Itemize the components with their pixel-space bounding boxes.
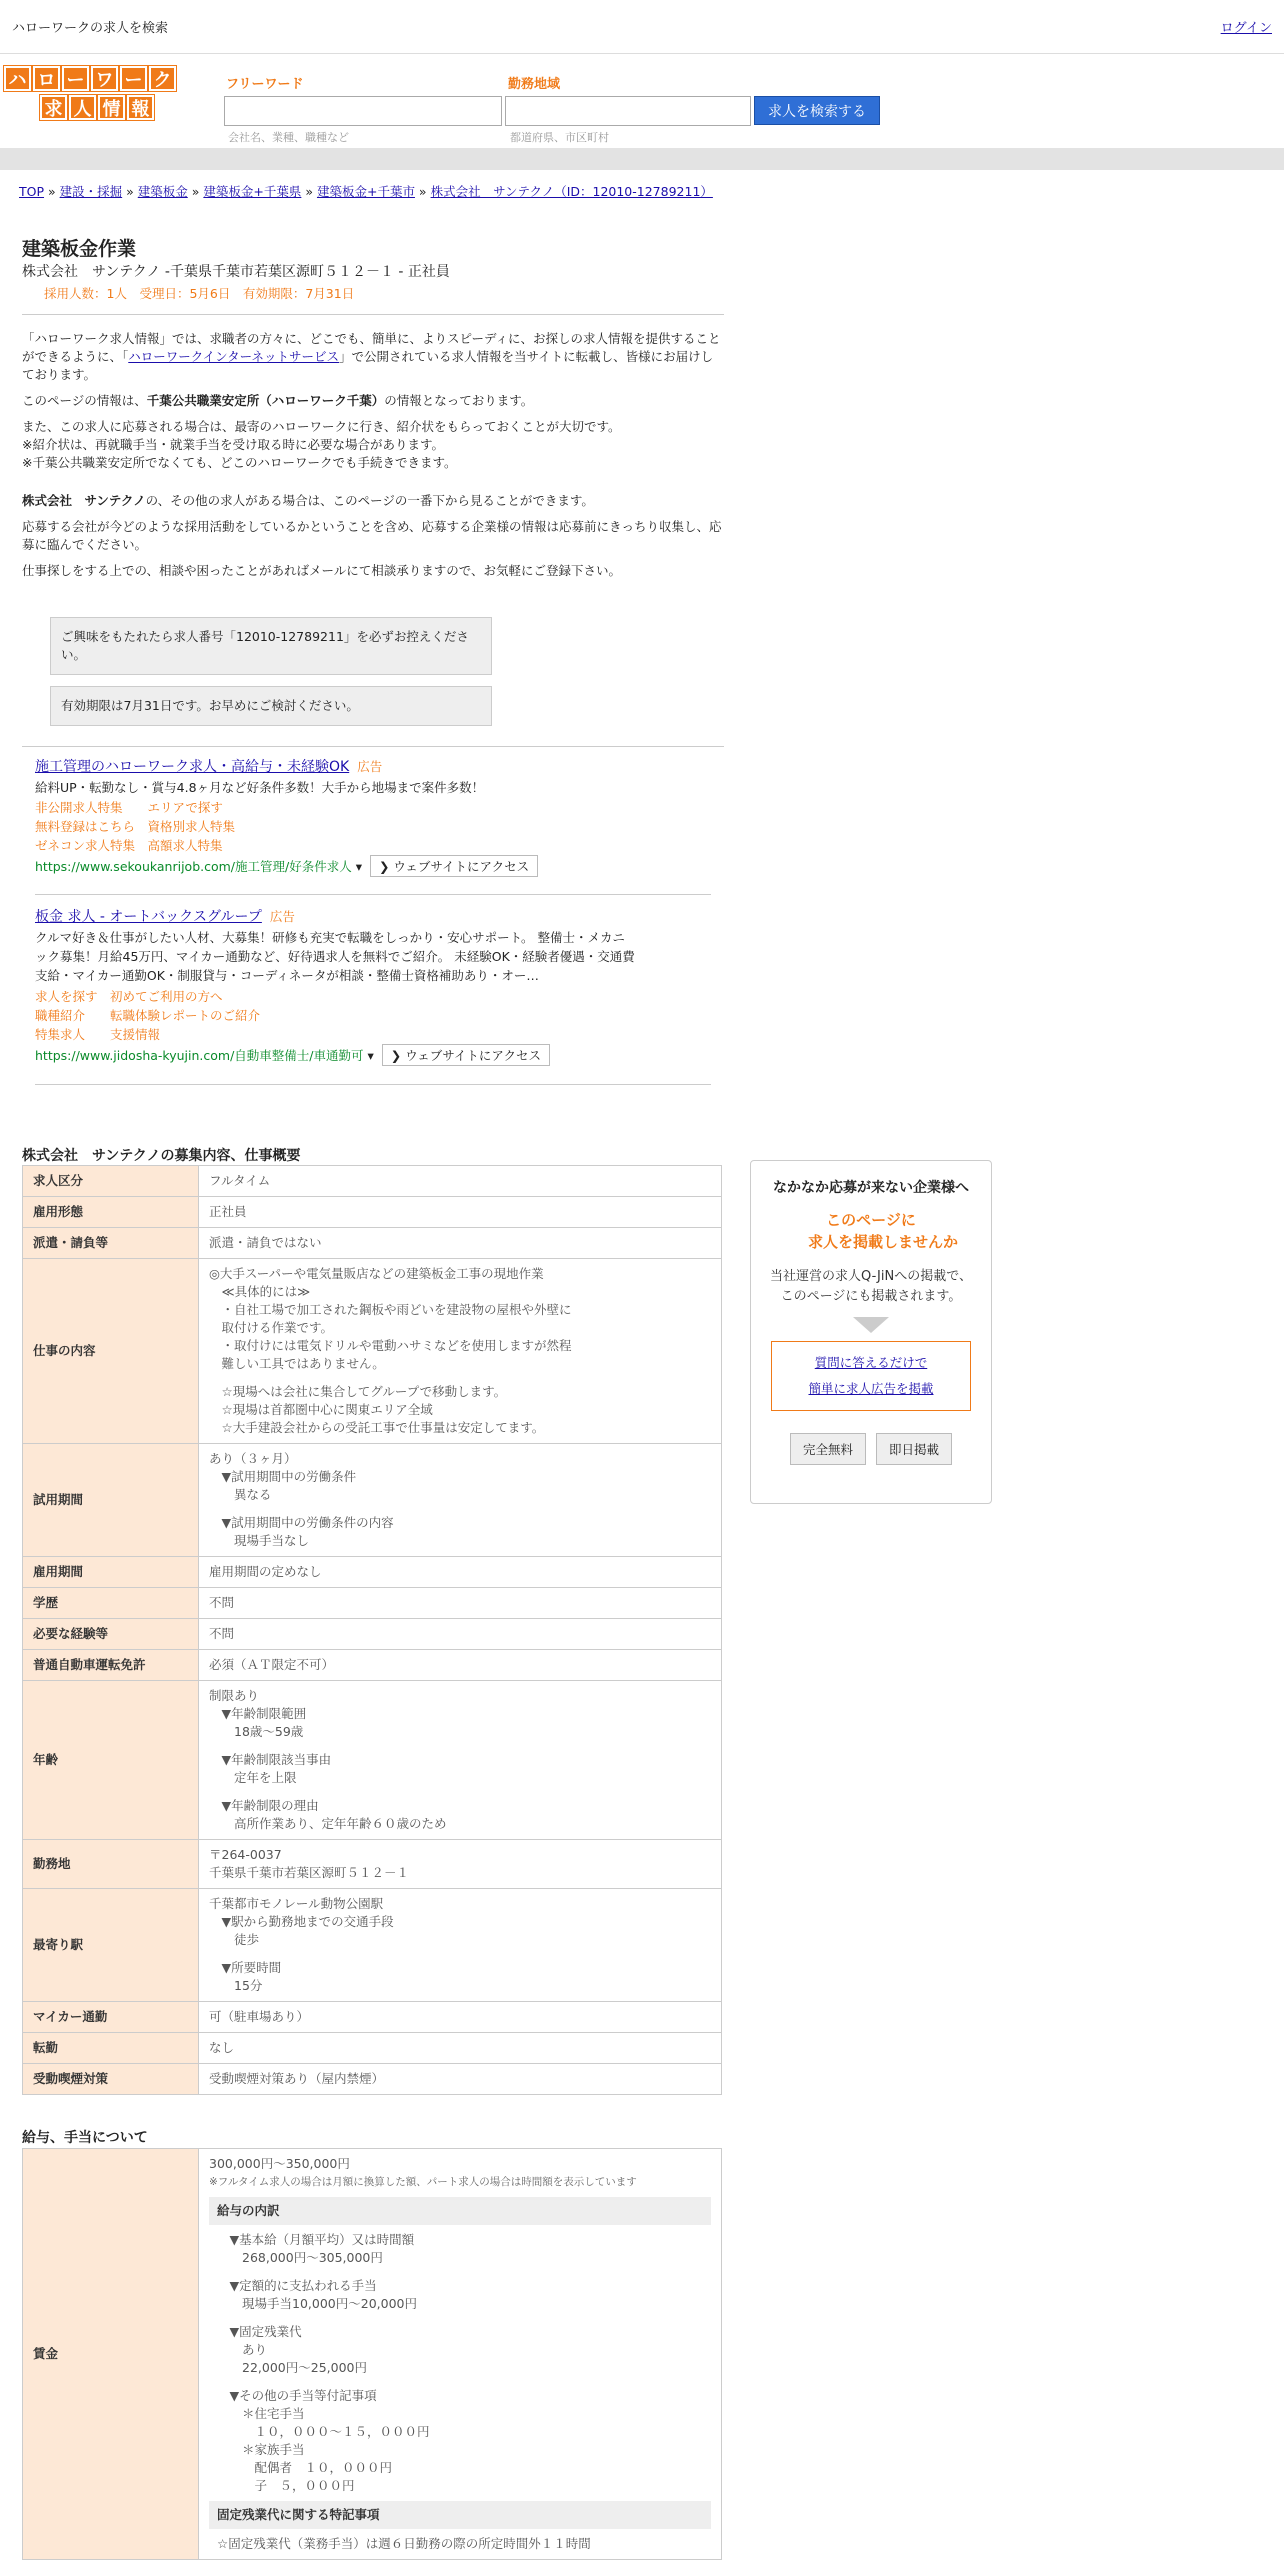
table-row	[23, 2033, 722, 2064]
wage-range: 300,000円〜350,000円	[209, 2156, 350, 2171]
overtime-heading: 固定残業代に関する特記事項	[209, 2501, 711, 2529]
logo-char: ー	[120, 66, 147, 91]
job-subtitle: 株式会社 サンテクノ -千葉県千葉市若葉区源町５１２－１ - 正社員	[22, 264, 450, 280]
ad-title[interactable]: 板金 求人 - オートバックスグループ	[35, 909, 262, 925]
area-label: 勤務地域	[508, 77, 561, 92]
row-key: 勤務地	[23, 1840, 199, 1889]
ad-title[interactable]: 施工管理のハローワーク求人・高給与・未経験OK	[35, 759, 350, 775]
top-bar	[0, 0, 1284, 54]
breadcrumb-construction[interactable]: 建設・採掘	[59, 184, 123, 199]
row-key: 普通自動車運転免許	[23, 1650, 199, 1681]
intro-text: 「ハローワーク求人情報」では、求職者の方々に、どこでも、簡単に、よりスピーディに、お探しの求人情報を提供することができるように、「ハローワークインターネットサービス」で公開されている求人情報を当サイトに転載し、皆様にお届けしております。 このページの情報は、千葉公共職業安定所（ハローワーク千葉）の情報となっております。 また、この求人に応募される場合は、最寄のハローワークに行き、紹介状をもらっておくことが大切です。 ※紹介状は、再就職手当・就業手当を受け取る時に必要な場合があります。 ※千葉公共職業安定所でなくても、どこのハローワークでも手続きできます。 株式会社 サンテクノの、その他の求人がある場合は、このページの一番下から見ることができます。 応募する会社が今どのような採用活動をしているかということを含め、応募する企業様の情報は応募前にきっちり収集し、応募に臨んでください。 仕事探しをする上での、相談や困ったことがあればメールにて相談承りますので、お気軽にご登録下さい。	[22, 331, 722, 578]
ad-url[interactable]: https://www.sekoukanrijob.com/施工管理/好条件求人	[35, 859, 352, 874]
table-row	[23, 1197, 722, 1228]
row-key: 試用期間	[23, 1444, 199, 1557]
row-value: 不問	[199, 1619, 722, 1650]
ad-unit: 板金 求人 - オートバックスグループ 広告 クルマ好き＆仕事がしたい人材、大募集！研修も充実で転職をしっかり・安心サポート。 整備士・メカニック募集！月給45万円、マイカー通勤など、好待遇求人を無料でご紹介。 未経験OK・経験者優遇・交通費支給・マイカー通勤OK・制服貸与・コーディネータが相談・整備士資格補助あり・オー… 求人を探す 初めてご利用の方へ 職種紹介 転職体験レポートのご紹介 特集求人 支援情報 https://www.jidosha-kyujin.com/自動車整備士/車通勤可 ▾ ❯ ウェブサイトにアクセス	[35, 906, 635, 1066]
breadcrumb-chiba[interactable]: 建築板金+千葉県	[203, 184, 302, 199]
ad-url[interactable]: https://www.jidosha-kyujin.com/自動車整備士/車通勤可	[35, 1048, 364, 1063]
row-value: 不問	[199, 1588, 722, 1619]
area-hint: 都道府県、市区町村	[510, 131, 609, 144]
table-row	[23, 1619, 722, 1650]
row-value: あり（３ヶ月） ▼試用期間中の労働条件 異なる ▼試用期間中の労働条件の内容 現場手当なし	[199, 1444, 722, 1557]
table-row	[23, 1840, 722, 1889]
row-value: 派遣・請負ではない	[199, 1228, 722, 1259]
table-row	[23, 2002, 722, 2033]
row-value: 雇用期間の定めなし	[199, 1557, 722, 1588]
wage-table: 賃金 300,000円〜350,000円 ※フルタイム求人の場合は月額に換算した額、パート求人の場合は時間額を表示しています 給与の内訳 ▼基本給（月額平均）又は時間額 268,000円〜305,000円 ▼定額的に支払われる手当 現場手当10,000円〜20,000円 ▼固定残業代 あり 22,000円〜25,000円 ▼その他の手当等付記事項 ＊住宅手当 １０，０００〜１５，０００円 ＊家族手当 配偶者 １０，０００円 子 ５，０００円 固定残業代に関する特記事項 ☆固定残業代（業務手当）は週６日勤務の際の所定時間外１１時間	[22, 2148, 722, 2560]
job-title: 建築板金作業	[22, 238, 137, 260]
row-value: なし	[199, 2033, 722, 2064]
row-key: 最寄り駅	[23, 1889, 199, 2002]
row-value: 正社員	[199, 1197, 722, 1228]
row-value: 必須（ＡＴ限定不可）	[199, 1650, 722, 1681]
keyword-label: フリーワード	[226, 77, 304, 92]
row-key: 受動喫煙対策	[23, 2064, 199, 2095]
ad-unit: 施工管理のハローワーク求人・高給与・未経験OK 広告 給料UP・転勤なし・賞与4.8ヶ月など好条件多数！大手から地場まで案件多数！ 非公開求人特集 エリアで探す 無料登録はこちら 資格別求人特集 ゼネコン求人特集 高額求人特集 https://www.sekoukanrijob.com/施工管理/好条件求人 ▾ ❯ ウェブサイトにアクセス	[35, 756, 715, 877]
advertise-panel: なかなか応募が来ない企業様へ このページに 求人を掲載しませんか 当社運営の求人Q-JiNへの掲載で、 このページにも掲載されます。 質問に答えるだけで 簡単に求人広告を掲載 完全無料 即日掲載	[750, 1160, 992, 1504]
wage-breakdown-heading: 給与の内訳	[209, 2197, 711, 2225]
table-row	[23, 1259, 722, 1444]
ad-access-button[interactable]: ❯ ウェブサイトにアクセス	[382, 1044, 550, 1066]
logo-char: ロ	[33, 66, 60, 91]
ad-sitelinks[interactable]: 求人を探す 初めてご利用の方へ	[35, 989, 223, 1004]
row-value: 千葉都市モノレール動物公園駅 ▼駅から勤務地までの交通手段 徒歩 ▼所要時間 15分	[199, 1889, 722, 2002]
search-button[interactable]: 求人を検索する	[754, 96, 880, 125]
table-row	[23, 1228, 722, 1259]
row-value: フルタイム	[199, 1166, 722, 1197]
wage-key: 賃金	[23, 2149, 199, 2560]
site-title: ハローワークの求人を検索	[12, 21, 169, 36]
breadcrumb-company[interactable]: 株式会社 サンテクノ（ID：12010-12789211）	[430, 184, 713, 199]
row-key: マイカー通勤	[23, 2002, 199, 2033]
row-value: 受動喫煙対策あり（屋内禁煙）	[199, 2064, 722, 2095]
logo-char: ク	[149, 66, 176, 91]
logo-char: ワ	[91, 66, 118, 91]
row-key: 求人区分	[23, 1166, 199, 1197]
row-value: 制限あり ▼年齢制限範囲 18歳〜59歳 ▼年齢制限該当事由 定年を上限 ▼年齢制限の理由 高所作業あり、定年年齢６０歳のため	[199, 1681, 722, 1840]
logo-char: 報	[127, 95, 154, 120]
breadcrumb-sheetmetal[interactable]: 建築板金	[137, 184, 188, 199]
post-link-2[interactable]: 簡単に求人広告を掲載	[808, 1381, 934, 1396]
logo-char: ハ	[4, 66, 31, 91]
wage-title: 給与、手当について	[22, 2130, 148, 2146]
row-value: 可（駐車場あり）	[199, 2002, 722, 2033]
table-row	[23, 1889, 722, 2002]
breadcrumb: TOP » 建設・採掘 » 建築板金 » 建築板金+千葉県 » 建築板金+千葉市 » 株式会社 サンテクノ（ID：12010-12789211）	[19, 184, 713, 199]
down-arrow-icon	[853, 1317, 889, 1333]
area-input[interactable]	[505, 96, 751, 126]
hellowork-logo[interactable]	[4, 66, 180, 124]
overview-title: 株式会社 サンテクノの募集内容、仕事概要	[22, 1148, 301, 1164]
logo-char: 情	[98, 95, 125, 120]
job-meta: 採用人数：1人 受理日：5月6日 有効期限：7月31日	[44, 286, 355, 301]
overview-table	[22, 1165, 722, 2095]
free-button[interactable]: 完全無料	[790, 1433, 866, 1465]
login-link[interactable]: ログイン	[1220, 21, 1272, 36]
ad-access-button[interactable]: ❯ ウェブサイトにアクセス	[370, 855, 538, 877]
row-key: 派遣・請負等	[23, 1228, 199, 1259]
row-key: 転勤	[23, 2033, 199, 2064]
table-row	[23, 1588, 722, 1619]
row-key: 年齢	[23, 1681, 199, 1840]
same-day-button[interactable]: 即日掲載	[876, 1433, 952, 1465]
table-row	[23, 1444, 722, 1557]
breadcrumb-top[interactable]: TOP	[19, 184, 45, 199]
logo-char: 求	[40, 95, 67, 120]
row-key: 雇用形態	[23, 1197, 199, 1228]
table-row	[23, 1166, 722, 1197]
table-row	[23, 1557, 722, 1588]
table-row	[23, 1681, 722, 1840]
row-value: ◎大手スーパーや電気量販店などの建築板金工事の現地作業 ≪具体的には≫ ・自社工場で加工された鋼板や雨どいを建設物の屋根や外壁に 取付ける作業です。 ・取付けには電気ドリルや電動ハサミなどを使用しますが然程 難しい工具ではありません。 ☆現場へは会社に集合してグループで移動します。 ☆現場は首都圏中心に関東エリア全域 ☆大手建設会社からの受託工事で仕事量は安定してます。	[199, 1259, 722, 1444]
hellowork-internet-link[interactable]: ハローワークインターネットサービス	[128, 349, 340, 364]
logo-char: ー	[62, 66, 89, 91]
row-key: 学歴	[23, 1588, 199, 1619]
post-link-1[interactable]: 質問に答えるだけで	[814, 1355, 928, 1370]
table-row	[23, 1650, 722, 1681]
job-number-notice: ご興味をもたれたら求人番号「12010-12789211」を必ずお控えください。	[50, 617, 492, 675]
divider-band	[0, 148, 1284, 170]
breadcrumb-chiba-city[interactable]: 建築板金+千葉市	[316, 184, 415, 199]
panel-heading: なかなか応募が来ない企業様へ	[773, 1180, 969, 1196]
expiry-notice: 有効期限は7月31日です。お早めにご検討ください。	[50, 686, 492, 726]
keyword-input[interactable]	[224, 96, 502, 126]
row-key: 必要な経験等	[23, 1619, 199, 1650]
logo-char: 人	[69, 95, 96, 120]
row-key: 仕事の内容	[23, 1259, 199, 1444]
ad-sitelinks[interactable]: 非公開求人特集 エリアで探す	[35, 800, 223, 815]
row-key: 雇用期間	[23, 1557, 199, 1588]
table-row	[23, 2064, 722, 2095]
keyword-hint: 会社名、業種、職種など	[228, 131, 349, 144]
row-value: 〒264-0037 千葉県千葉市若葉区源町５１２－１	[199, 1840, 722, 1889]
